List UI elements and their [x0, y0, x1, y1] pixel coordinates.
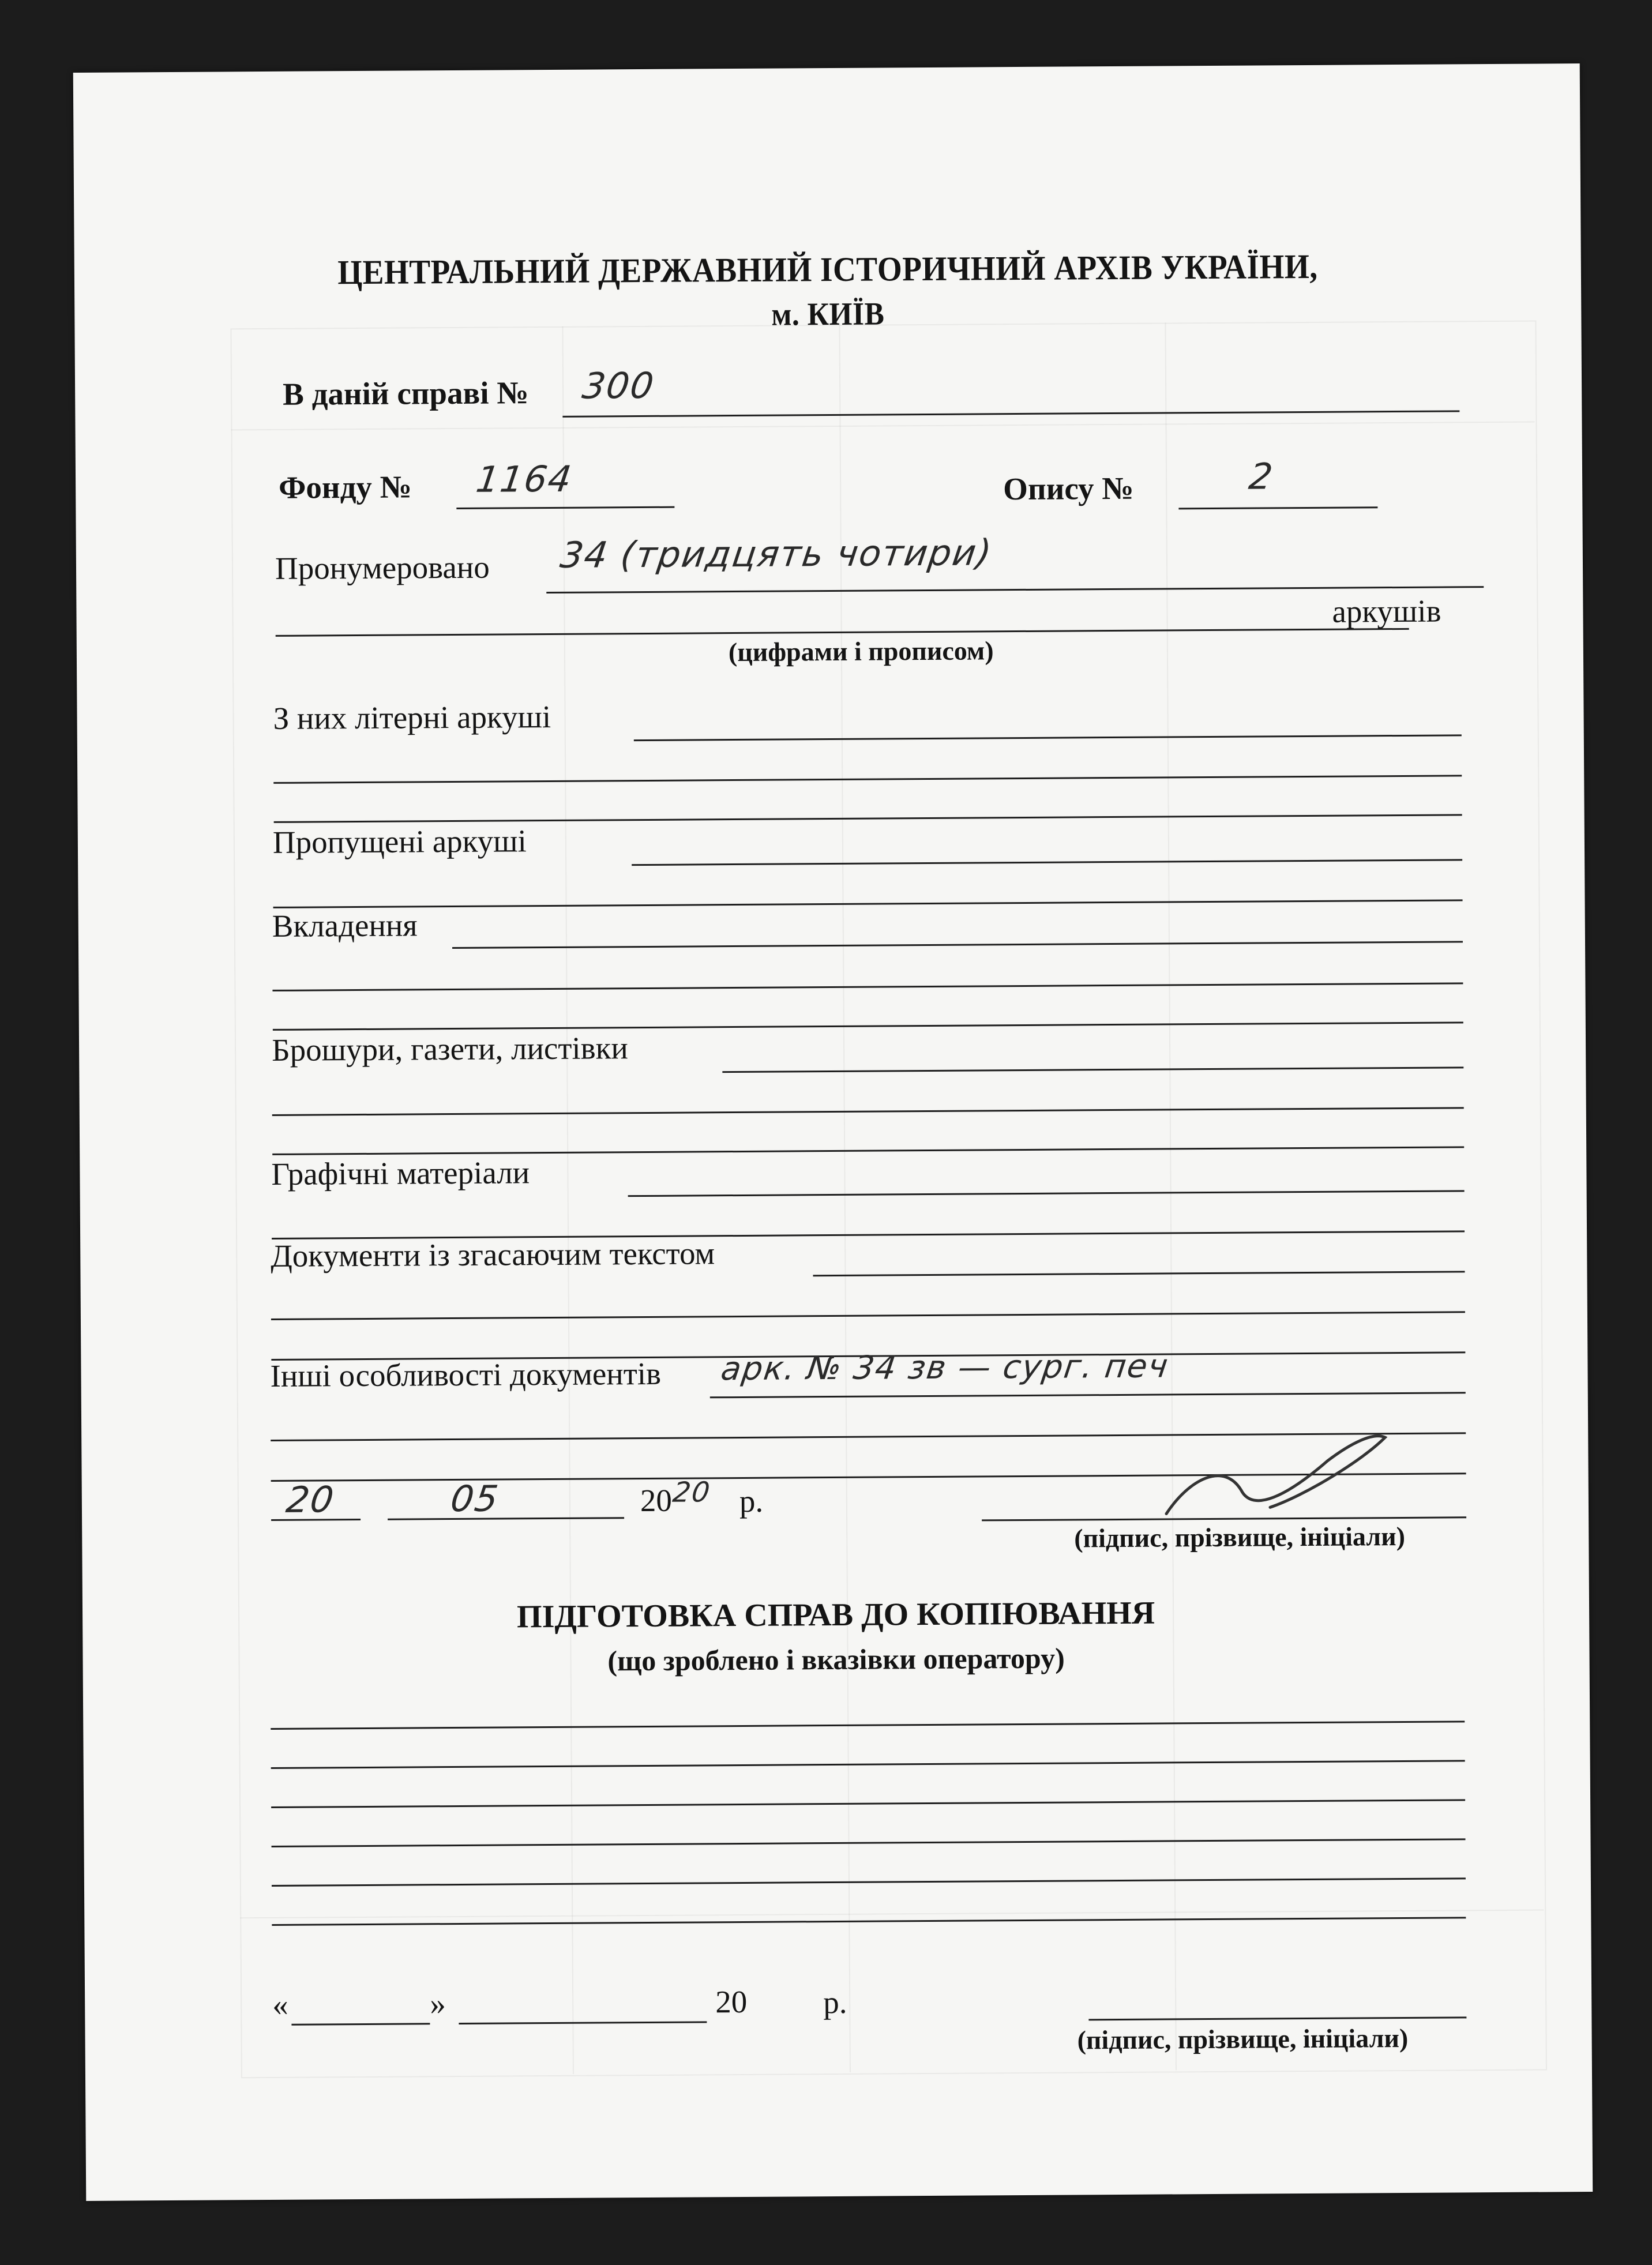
date2-year-unit: р. — [823, 1984, 847, 2020]
opys-label: Опису № — [1003, 470, 1134, 507]
graphics-label: Графічні матеріали — [271, 1155, 530, 1192]
date1-year-suffix: 20 — [671, 1476, 713, 1509]
opys-value: 2 — [1246, 455, 1276, 498]
date2-year-prefix: 20 — [715, 1984, 748, 2020]
document-page — [73, 63, 1593, 2201]
letter-sheets-label: З них літерні аркуші — [273, 698, 551, 736]
prep-subtitle: (що зроблено і вказівки оператору) — [607, 1642, 1065, 1677]
numbered-hint: (цифрами і прописом) — [728, 636, 994, 667]
date1-month: 05 — [448, 1477, 502, 1520]
attachments-label: Вкладення — [272, 907, 418, 944]
date1-signature-caption: (підпис, прізвище, ініціали) — [1074, 1521, 1406, 1553]
missing-sheets-label: Пропущені аркуші — [272, 823, 527, 860]
case-number-label: В даній справі № — [282, 375, 529, 412]
date2-open-quote: « — [272, 1986, 288, 2022]
numbered-label: Пронумеровано — [275, 549, 490, 586]
date2-signature-caption: (підпис, прізвище, ініціали) — [1077, 2023, 1409, 2055]
date2-close-quote: » — [430, 1986, 446, 2022]
case-number-value: 300 — [580, 364, 658, 407]
other-features-value: арк. № 34 зв — сург. печ — [719, 1347, 1172, 1388]
fading-docs-label: Документи із згасаючим текстом — [271, 1235, 715, 1274]
city-heading: м. КИЇВ — [771, 296, 885, 333]
numbered-unit: аркушів — [1332, 593, 1441, 629]
fond-value: 1164 — [474, 457, 575, 501]
signature-scribble — [1154, 1426, 1397, 1531]
numbered-value: 34 (тридцять чотири) — [557, 531, 995, 576]
fond-label: Фонду № — [278, 469, 412, 505]
date1-day: 20 — [283, 1478, 337, 1521]
date1-year-unit: р. — [739, 1483, 764, 1519]
date1-year-prefix: 20 — [640, 1482, 673, 1519]
prep-title: ПІДГОТОВКА СПРАВ ДО КОПІЮВАННЯ — [516, 1595, 1155, 1635]
other-features-label: Інші особливості документів — [270, 1355, 662, 1393]
archive-name-heading: ЦЕНТРАЛЬНИЙ ДЕРЖАВНИЙ ІСТОРИЧНИЙ АРХІВ УКРАЇНИ, — [337, 247, 1318, 292]
brochures-label: Брошури, газети, листівки — [271, 1030, 628, 1068]
